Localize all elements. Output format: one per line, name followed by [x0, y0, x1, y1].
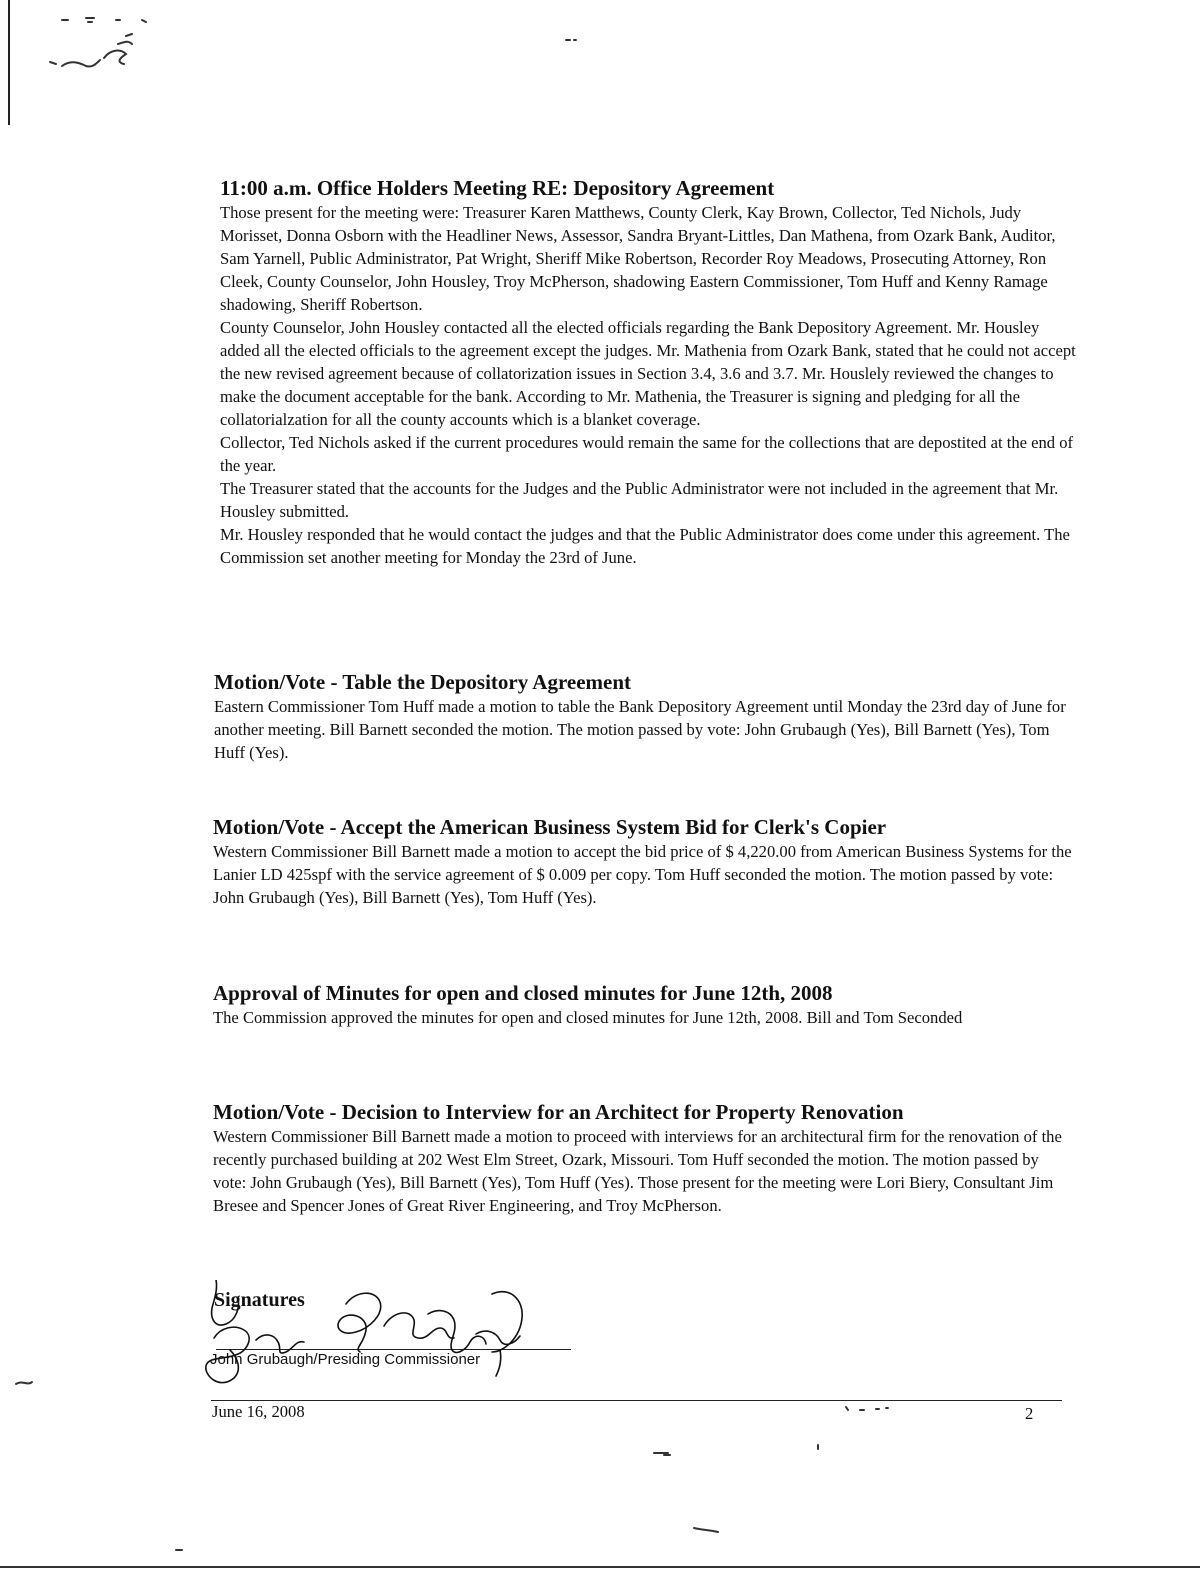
section-architect-interview	[213, 1100, 1073, 1217]
signature-block	[196, 1280, 596, 1390]
footer-rule	[211, 1400, 1062, 1401]
paragraph: Western Commissioner Bill Barnett made a motion to accept the bid price of $ 4,220.00 from American Business Systems for the Lanier LD 425spf with the service agreement of $ 0.009 per copy. Tom Huff seconded the motion. The motion passed by vote: John Grubaugh (Yes), Bill Barnett (Yes), Tom Huff (Yes).	[213, 842, 1072, 907]
page-edge-bottom	[0, 1566, 1200, 1568]
section-approval-of-minutes	[213, 981, 1073, 1029]
paragraph: The Commission approved the minutes for open and closed minutes for June 12th, 2008. Bill and Tom Seconded	[213, 1008, 963, 1027]
paragraph: Mr. Housley responded that he would contact the judges and that the Public Administrator does come under this agreement. The Commission set another meeting for Monday the 23rd of June.	[220, 525, 1070, 567]
section-heading: Approval of Minutes for open and closed minutes for June 12th, 2008	[213, 981, 833, 1005]
paragraph: Western Commissioner Bill Barnett made a motion to proceed with interviews for an architectural firm for the renovation of the recently purchased building at 202 West Elm Street, Ozark, Missouri. Tom Huff seconded the motion. The motion passed by vote: John Grubaugh (Yes), Bill Barnett (Yes), Tom Huff (Yes). Those present for the meeting were Lori Biery, Consultant Jim Bresee and Spencer Jones of Great River Engineering, and Troy McPherson.	[213, 1127, 1062, 1215]
page-number: 2	[1025, 1404, 1034, 1423]
section-table-depository-agreement	[214, 670, 1074, 764]
paragraph: Collector, Ted Nichols asked if the current procedures would remain the same for the collections that are depostited at the end of the year.	[220, 433, 1074, 475]
paragraph: County Counselor, John Housley contacted all the elected officials regarding the Bank Depository Agreement. Mr. Housley added all the elected officials to the agreement except the judges. Mr. Mathenia from Ozark Bank, stated that he could not accept the new revised agreement because of collatorization issues in Section 3.4, 3.6 and 3.7. Mr. Houslely reviewed the changes to make the document acceptable for the bank. According to Mr. Mathenia, the Treasurer is signing and pledging for all the collatorialzation for all the county accounts which is a blanket coverage.	[220, 318, 1076, 429]
paragraph: The Treasurer stated that the accounts for the Judges and the Public Administrator were not included in the agreement that Mr. Housley submitted.	[220, 479, 1059, 521]
section-heading: 11:00 a.m. Office Holders Meeting RE: Depository Agreement	[220, 176, 775, 200]
signatures-label: Signatures	[214, 1289, 305, 1311]
section-heading: Motion/Vote - Accept the American Business System Bid for Clerk's Copier	[213, 815, 887, 839]
section-heading: Motion/Vote - Table the Depository Agreement	[214, 670, 632, 694]
paragraph: Those present for the meeting were: Treasurer Karen Matthews, County Clerk, Kay Brown, Collector, Ted Nichols, Judy Morisset, Donna Osborn with the Headliner News, Assessor, Sandra Bryant-Littles, Dan Mathena, from Ozark Bank, Auditor, Sam Yarnell, Public Administrator, Pat Wright, Sheriff Mike Robertson, Recorder Roy Meadows, Prosecuting Attorney, Ron Cleek, County Counselor, John Housley, Troy McPherson, shadowing Eastern Commissioner, Tom Huff and Kenny Ramage shadowing, Sheriff Robertson.	[220, 203, 1056, 314]
paragraph: Eastern Commissioner Tom Huff made a motion to table the Bank Depository Agreement until Monday the 23rd day of June for another meeting. Bill Barnett seconded the motion. The motion passed by vote: John Grubaugh (Yes), Bill Barnett (Yes), Tom Huff (Yes).	[214, 697, 1066, 762]
section-copier-bid	[213, 815, 1073, 909]
footer-date: June 16, 2008	[212, 1402, 305, 1421]
section-office-holders-meeting	[220, 176, 1080, 569]
page-edge	[8, 0, 10, 125]
signer-name: John Grubaugh/Presiding Commissioner	[210, 1351, 481, 1368]
handwritten-signature	[196, 1280, 596, 1390]
section-heading: Motion/Vote - Decision to Interview for an Architect for Property Renovation	[213, 1100, 904, 1124]
